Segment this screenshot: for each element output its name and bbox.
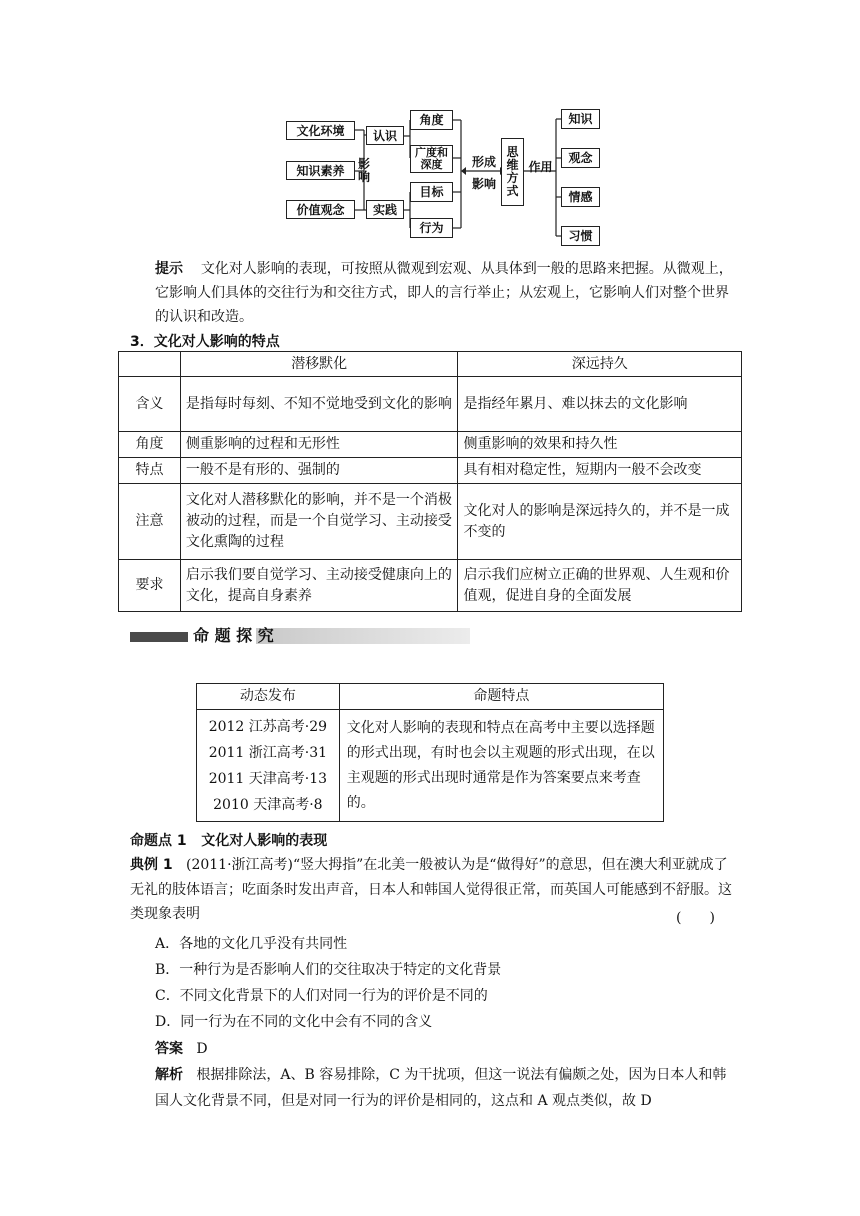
exam-header-release: 动态发布: [197, 684, 340, 710]
row-label: 要求: [119, 560, 181, 612]
answer-value: D: [196, 1041, 208, 1057]
box-behavior: 行为: [410, 218, 453, 238]
box-emotion: 情感: [561, 187, 600, 207]
header-subtle: 潜移默化: [180, 352, 458, 377]
point1-label: 命题点 1: [130, 833, 187, 849]
exam-source: 2012 江苏高考·29: [208, 718, 328, 735]
box-concept: 观念: [561, 148, 600, 168]
exam-source: 2010 天津高考·8: [213, 796, 323, 813]
characteristics-table: [118, 351, 742, 612]
box-cognition: 认识: [366, 126, 404, 145]
exam-header-row: [197, 684, 664, 710]
hint-paragraph: [155, 257, 737, 329]
option-d: D．同一行为在不同的文化中会有不同的含义: [155, 1014, 433, 1030]
box-culture-environment: 文化环境: [286, 121, 355, 140]
table-row: [119, 432, 742, 458]
row-cell: 文化对人潜移默化的影响，并不是一个消极被动的过程，而是一个自觉学习、主动接受文化熏陶的过程: [180, 484, 458, 560]
row-cell: 具有相对稳定性，短期内一般不会改变: [458, 458, 742, 484]
hint-text: 文化对人影响的表现，可按照从微观到宏观、从具体到一般的思路来把握。从微观上，它影响人们具体的交往行为和交往方式，即人的言行举止；从宏观上，它影响人们对整个世界的认识和改造。: [155, 261, 733, 325]
row-cell: 是指经年累月、难以抹去的文化影响: [458, 377, 742, 432]
label-influence-back: 影响: [471, 177, 496, 191]
section3-title: 3．文化对人影响的特点: [130, 334, 280, 350]
exam-table: [196, 683, 664, 822]
row-cell: 侧重影响的过程和无形性: [180, 432, 458, 458]
exam-source: 2011 天津高考·13: [208, 770, 328, 787]
row-cell: 侧重影响的效果和持久性: [458, 432, 742, 458]
table-row: [119, 560, 742, 612]
option-a: A．各地的文化几乎没有共同性: [155, 936, 348, 952]
option-c: C．不同文化背景下的人们对同一行为的评价是不同的: [155, 988, 488, 1004]
table-row: [119, 458, 742, 484]
box-habit: 习惯: [561, 226, 600, 246]
label-influence: 影响: [357, 157, 370, 184]
table-header-row: [119, 352, 742, 377]
box-breadth-depth: 广度和深度: [410, 145, 453, 173]
row-cell: 一般不是有形的、强制的: [180, 458, 458, 484]
point1-title: 文化对人影响的表现: [201, 833, 328, 849]
hint-label: 提示: [155, 261, 183, 277]
banner-bar-right: [256, 628, 470, 644]
label-effect: 作用: [528, 160, 553, 174]
header-empty: [119, 352, 181, 377]
row-cell: 启示我们应树立正确的世界观、人生观和价值观，促进自身的全面发展: [458, 560, 742, 612]
row-label: 角度: [119, 432, 181, 458]
row-label: 含义: [119, 377, 181, 432]
analysis-paragraph: [155, 1062, 737, 1114]
box-thinking-mode: [501, 138, 524, 206]
row-cell: 启示我们要自觉学习、主动接受健康向上的文化，提高自身素养: [180, 560, 458, 612]
analysis-text: 根据排除法，A、B 容易排除，C 为干扰项，但这一说法有偏颇之处，因为日本人和韩国人文化背景不同，但是对同一行为的评价是相同的，这点和 A 观点类似，故 D: [155, 1067, 727, 1109]
point1-heading: [130, 829, 327, 853]
option-b: B．一种行为是否影响人们的交往取决于特定的文化背景: [155, 962, 502, 978]
exam-source: 2011 浙江高考·31: [208, 744, 328, 761]
row-label: 特点: [119, 458, 181, 484]
exam-feature: 文化对人影响的表现和特点在高考中主要以选择题的形式出现，有时也会以主观题的形式出现，在以主观题的形式出现时通常是作为答案要点来考查的。: [339, 710, 663, 822]
box-angle: 角度: [410, 110, 453, 130]
box-knowledge-literacy: 知识素养: [286, 161, 355, 180]
example1-label: 典例 1: [130, 857, 173, 873]
banner-bar-left: [130, 632, 188, 642]
exam-sources: [197, 710, 340, 822]
box-knowledge: 知识: [561, 109, 600, 129]
row-cell: 文化对人的影响是深远持久的，并不是一成不变的: [458, 484, 742, 560]
thinking-mode-text: 思维方式: [506, 145, 519, 198]
box-goal: 目标: [410, 182, 453, 202]
box-values: 价值观念: [286, 200, 355, 219]
answer-label: 答案: [155, 1041, 183, 1057]
exam-row: [197, 710, 664, 822]
example1-question: (2011·浙江高考)“竖大拇指”在北美一般被认为是“做得好”的意思，但在澳大利亚就成了无礼的肢体语言；吃面条时发出声音，日本人和韩国人觉得很正常，而英国人可能感到不舒服。这类现象表明: [130, 857, 732, 922]
label-form: 形成: [471, 155, 496, 169]
table-row: [119, 484, 742, 560]
header-lasting: 深远持久: [458, 352, 742, 377]
example1-stem: [130, 853, 735, 927]
banner-title: 命 题 探 究: [193, 626, 274, 645]
answer-line: [155, 1037, 208, 1061]
analysis-label: 解析: [155, 1067, 183, 1083]
example1-blank: ( ): [676, 910, 715, 926]
table-row: [119, 377, 742, 432]
box-practice: 实践: [366, 200, 404, 219]
row-label: 注意: [119, 484, 181, 560]
exam-header-feature: 命题特点: [339, 684, 663, 710]
row-cell: 是指每时每刻、不知不觉地受到文化的影响: [180, 377, 458, 432]
